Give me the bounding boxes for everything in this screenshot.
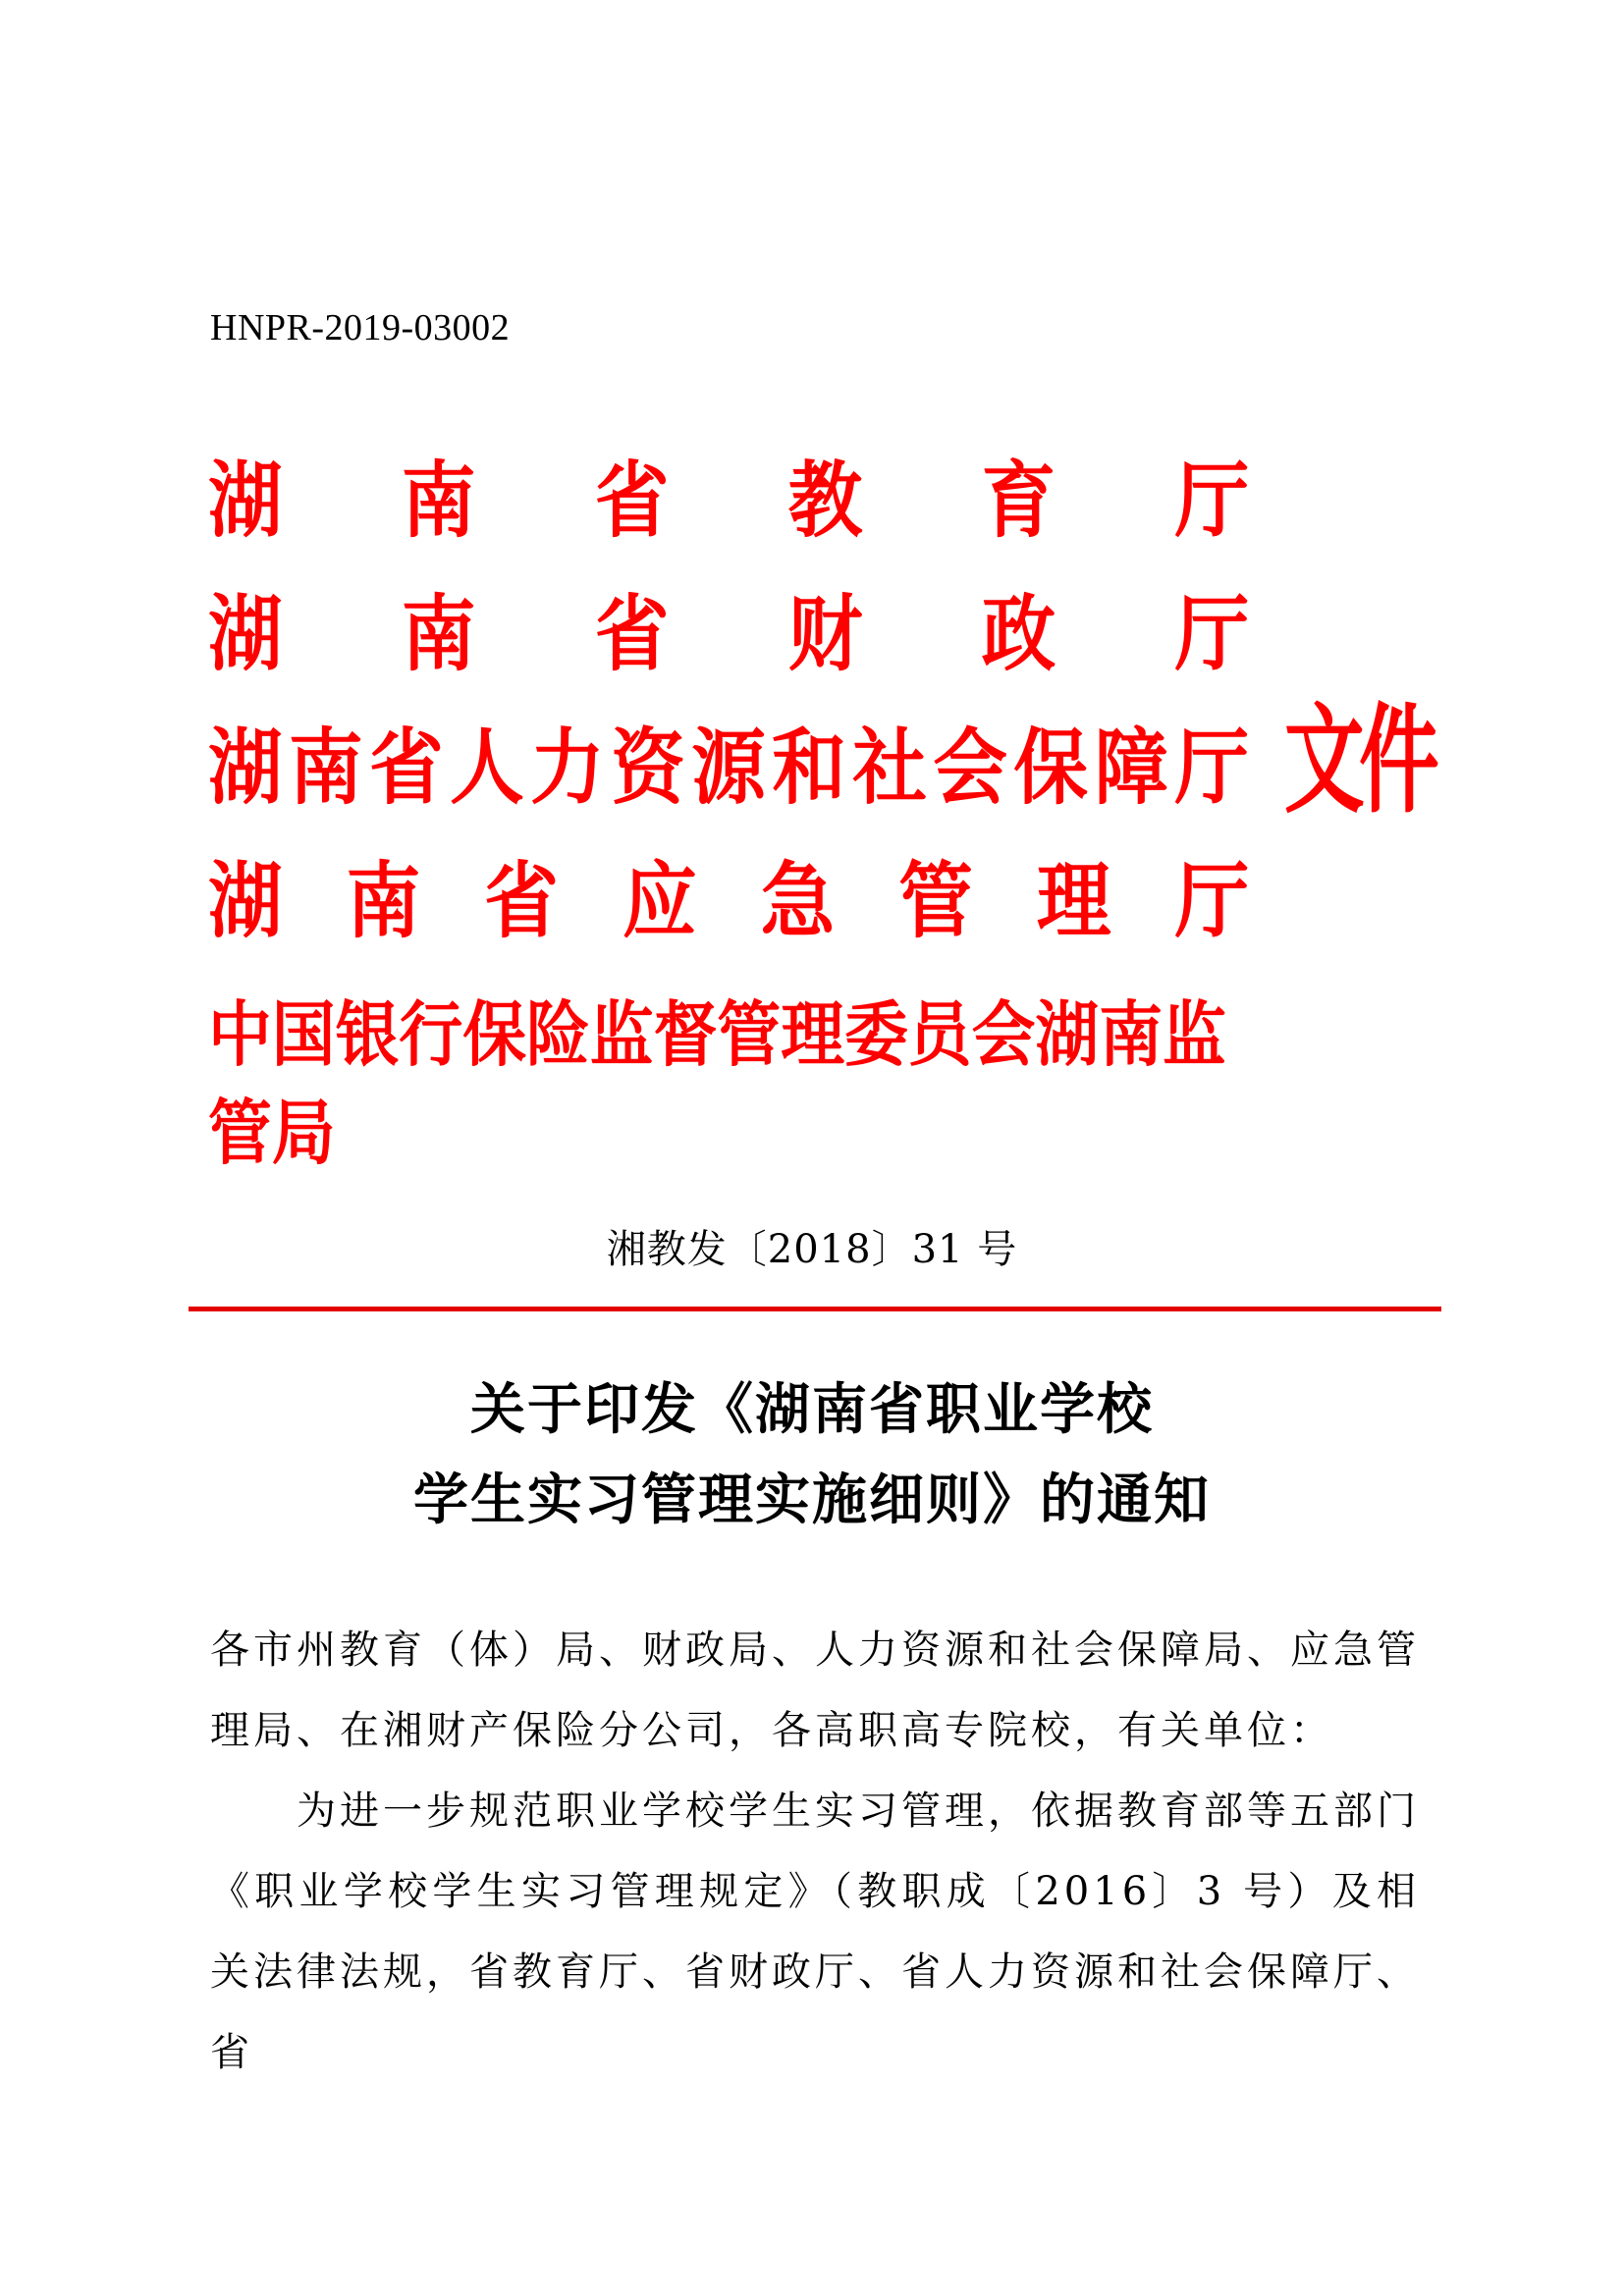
issuer-char: 湖	[208, 852, 283, 949]
issuer-char: 湖	[208, 719, 283, 816]
issuer-cbirc-hunan	[208, 986, 1249, 1174]
issuer-char: 理	[1036, 852, 1111, 949]
issuer-hr-social-security-dept	[208, 719, 1249, 817]
issuer-char: 障	[1094, 719, 1169, 816]
red-divider-line	[189, 1307, 1441, 1311]
issuer-emergency-management-dept	[208, 852, 1249, 950]
issuer-char: 急	[760, 852, 836, 949]
issuer-char: 南	[346, 852, 421, 949]
issuer-name: 中国银行保险监督管理委员会湖南监管局	[208, 992, 1226, 1174]
document-number: 湘教发〔2018〕31 号	[606, 1227, 1018, 1272]
issuer-char: 力	[530, 719, 605, 816]
document-code: HNPR-2019-03002	[210, 307, 511, 348]
issuer-char: 资	[611, 719, 685, 816]
issuer-char: 厅	[1174, 452, 1250, 549]
issuer-char: 育	[981, 452, 1056, 549]
body-paragraph: 为进一步规范职业学校学生实习管理，依据教育部等五部门《职业学校学生实习管理规定》（教职成〔2016〕3 号）及相关法律法规，省教育厅、省财政厅、省人力资源和社会保障厅、省	[210, 1789, 1420, 2075]
title-line-2: 学生实习管理实施细则》的通知	[413, 1468, 1211, 1532]
issuer-char: 会	[933, 719, 1007, 816]
issuing-authorities	[208, 452, 1250, 1174]
issuer-char: 厅	[1174, 852, 1250, 949]
salutation: 各市州教育（体）局、财政局、人力资源和社会保障局、应急管理局、在湘财产保险分公司，各高职高专院校，有关单位：	[210, 1628, 1420, 1753]
issuer-char: 和	[772, 719, 846, 816]
issuer-char: 南	[401, 585, 476, 682]
issuer-char: 政	[981, 585, 1056, 682]
issuer-char: 厅	[1174, 719, 1250, 816]
title-line-1: 关于印发《湖南省职业学校	[470, 1377, 1154, 1442]
issuer-char: 省	[594, 585, 670, 682]
issuer-char: 管	[898, 852, 973, 949]
issuer-char: 厅	[1174, 585, 1250, 682]
issuer-char: 应	[622, 852, 697, 949]
issuer-char: 省	[484, 852, 559, 949]
issuer-char: 湖	[208, 452, 283, 549]
issuer-char: 省	[594, 452, 670, 549]
issuer-char: 财	[787, 585, 863, 682]
issuer-char: 教	[787, 452, 863, 549]
issuer-char: 源	[691, 719, 766, 816]
issuer-char: 省	[369, 719, 444, 816]
issuer-education-dept	[208, 452, 1249, 550]
document-label: 文件	[1284, 691, 1435, 829]
issuer-char: 湖	[208, 585, 283, 682]
issuer-finance-dept	[208, 585, 1249, 683]
document-body	[210, 1610, 1420, 2093]
issuer-char: 保	[1013, 719, 1089, 816]
issuer-char: 社	[852, 719, 927, 816]
issuer-char: 南	[289, 719, 363, 816]
issuer-char: 人	[450, 719, 524, 816]
issuer-char: 南	[401, 452, 476, 549]
document-title	[0, 1364, 1624, 1545]
